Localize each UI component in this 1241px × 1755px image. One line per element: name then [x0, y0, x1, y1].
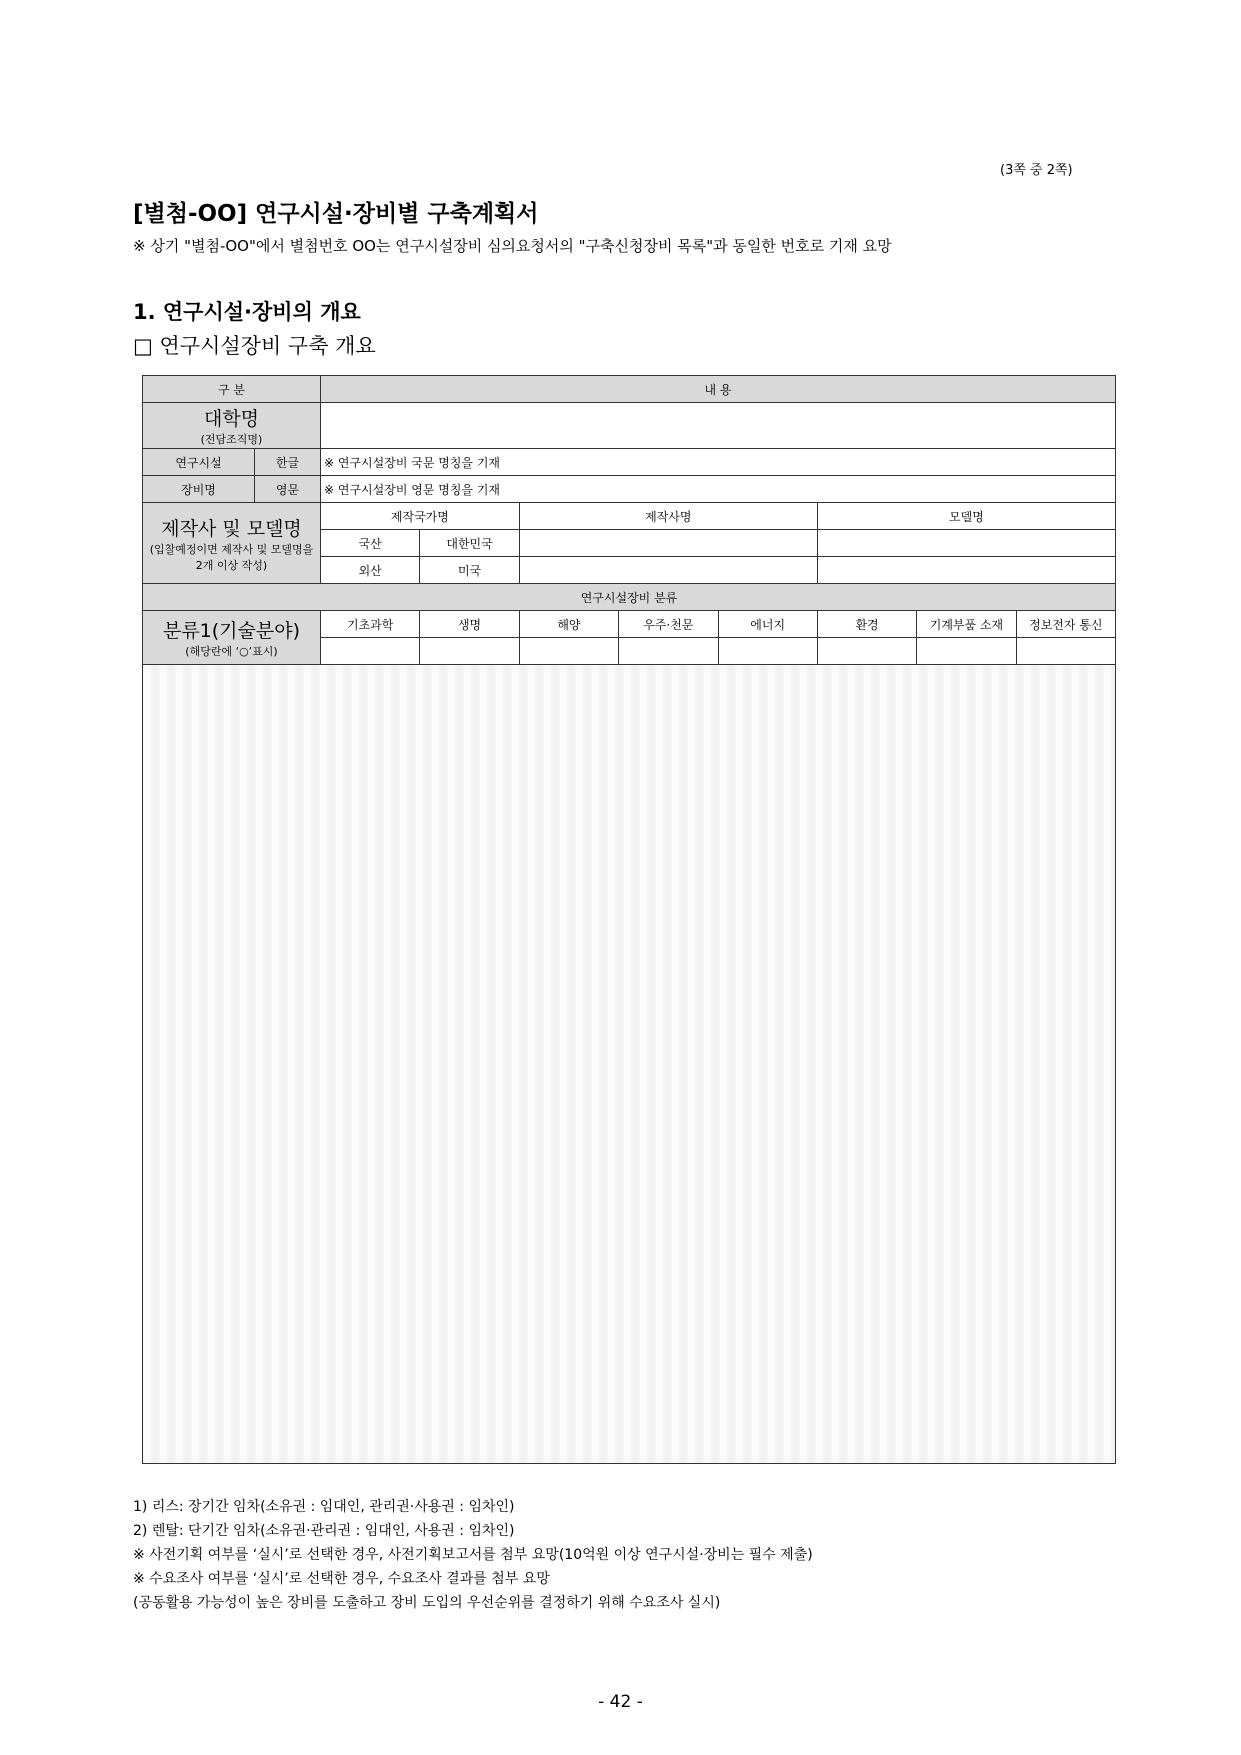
- section-heading: 1. 연구시설·장비의 개요: [133, 300, 361, 324]
- footnote: (공동활용 가능성이 높은 장비를 도출하고 장비 도입의 우선순위를 결정하기 위해 수요조사 실시): [133, 1595, 721, 1611]
- footnote: ※ 사전기획 여부를 ‘실시’로 선택한 경우, 사전기획보고서를 첨부 요망(10억원 이상 연구시설·장비는 필수 제출): [133, 1547, 813, 1563]
- en-label: 영문: [255, 476, 321, 503]
- c1-option: 기계부품 소재: [917, 611, 1016, 638]
- domestic-label: 국산: [321, 530, 420, 557]
- c1-mark[interactable]: [420, 638, 519, 665]
- model-cell-1[interactable]: [817, 530, 1115, 557]
- univ-value[interactable]: [321, 403, 1116, 449]
- en-name-value[interactable]: ※ 연구시설장비 영문 명칭을 기재: [321, 476, 1116, 503]
- header-naeyong: 내 용: [321, 376, 1116, 403]
- c1-label: 분류1(기술분야) (해당란에 ‘○’표시): [143, 611, 321, 665]
- equip-label: 연구시설: [143, 449, 255, 476]
- classification-header: 연구시설장비 분류: [143, 584, 1116, 611]
- ko-label: 한글: [255, 449, 321, 476]
- maker-label: 제작사 및 모델명 (입찰예정이면 제작사 및 모델명을 2개 이상 작성): [143, 503, 321, 584]
- header-gubun: 구 분: [143, 376, 321, 403]
- c1-option: 생명: [420, 611, 519, 638]
- foreign-label: 외산: [321, 557, 420, 584]
- c1-option: 에너지: [718, 611, 817, 638]
- equip-label-2: 장비명: [143, 476, 255, 503]
- c1-mark[interactable]: [321, 638, 420, 665]
- footnotes: [133, 1495, 1113, 1615]
- company-cell-2[interactable]: [519, 557, 817, 584]
- ko-name-value[interactable]: ※ 연구시설장비 국문 명칭을 기재: [321, 449, 1116, 476]
- c1-option: 정보전자 통신: [1016, 611, 1115, 638]
- equipment-plan-table: [142, 375, 1116, 1464]
- c1-mark[interactable]: [917, 638, 1016, 665]
- univ-label: 대학명 (전담조직명): [143, 403, 321, 449]
- page-number: - 42 -: [598, 1692, 643, 1712]
- c1-option: 해양: [519, 611, 618, 638]
- doc-title: [별첨-OO] 연구시설·장비별 구축계획서: [133, 201, 539, 227]
- c1-option: 기초과학: [321, 611, 420, 638]
- model-header: 모델명: [817, 503, 1115, 530]
- c1-mark[interactable]: [619, 638, 718, 665]
- c1-mark[interactable]: [519, 638, 618, 665]
- title-note: ※ 상기 "별첨-OO"에서 별첨번호 OO는 연구시설장비 심의요청서의 "구축신청장비 목록"과 동일한 번호로 기재 요망: [133, 237, 892, 255]
- c1-mark[interactable]: [1016, 638, 1115, 665]
- korea-label: 대한민국: [420, 530, 519, 557]
- company-cell-1[interactable]: [519, 530, 817, 557]
- page-of: (3쪽 중 2쪽): [1000, 163, 1073, 178]
- c1-option: 우주·천문: [619, 611, 718, 638]
- model-cell-2[interactable]: [817, 557, 1115, 584]
- remaining-rows-placeholder: [143, 665, 1116, 1464]
- c1-mark[interactable]: [718, 638, 817, 665]
- company-header: 제작사명: [519, 503, 817, 530]
- footnote: 1) 리스: 장기간 임차(소유권 : 임대인, 관리권·사용권 : 임차인): [133, 1499, 515, 1515]
- section-subheading: □ 연구시설장비 구축 개요: [133, 334, 376, 358]
- usa-label: 미국: [420, 557, 519, 584]
- c1-mark[interactable]: [817, 638, 916, 665]
- country-header: 제작국가명: [321, 503, 520, 530]
- footnote: ※ 수요조사 여부를 ‘실시’로 선택한 경우, 수요조사 결과를 첨부 요망: [133, 1571, 550, 1587]
- c1-option: 환경: [817, 611, 916, 638]
- footnote: 2) 렌탈: 단기간 임차(소유권·관리권 : 임대인, 사용권 : 임차인): [133, 1523, 515, 1539]
